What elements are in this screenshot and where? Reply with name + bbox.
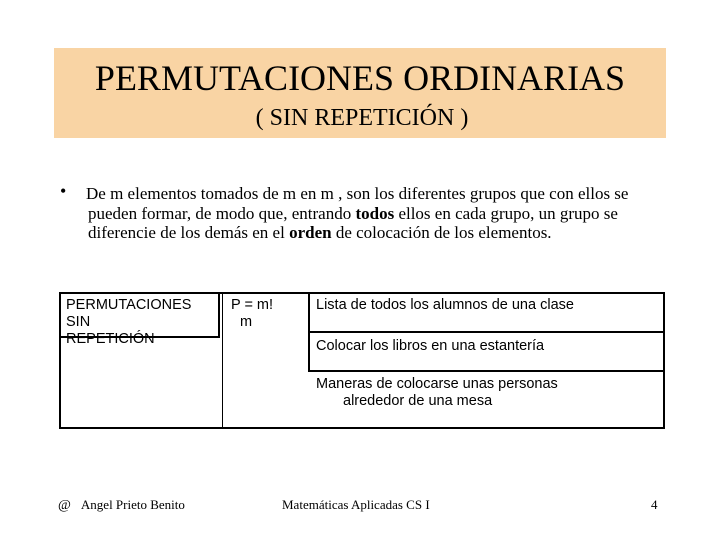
type-label-line: SIN	[66, 314, 91, 330]
footer-author	[58, 497, 185, 514]
slide-subtitle: ( SIN REPETICIÓN )	[255, 105, 469, 131]
example-item: Colocar los libros en una estantería	[316, 338, 545, 354]
example-line: alrededor de una mesa	[343, 393, 493, 409]
slide-title: PERMUTACIONES ORDINARIAS	[94, 58, 626, 98]
type-label	[66, 297, 216, 348]
example-item	[316, 376, 656, 410]
definition-text-2: ellos en cada grupo, un grupo se diferencie de los demás en el	[88, 203, 618, 243]
formula	[231, 297, 306, 331]
example-line: Maneras de colocarse unas personas	[316, 376, 558, 392]
type-label-line: PERMUTACIONES	[66, 297, 192, 313]
formula-line: P = m!	[231, 297, 274, 313]
table-divider	[308, 370, 665, 372]
definition-text-3: de colocación de los elementos.	[331, 223, 552, 243]
table-divider	[308, 331, 665, 333]
example-item: Lista de todos los alumnos de una clase	[316, 297, 574, 313]
bullet-marker: •	[60, 181, 67, 201]
at-symbol: @	[58, 498, 71, 513]
formula-subscript: m	[240, 314, 253, 330]
author-name: Angel Prieto Benito	[80, 497, 185, 512]
footer-course: Matemáticas Aplicadas CS I	[282, 497, 430, 512]
table-divider	[222, 292, 223, 429]
definition-paragraph	[88, 184, 648, 243]
definition-text-1: De m elementos tomados de m en m , son los diferentes grupos que con ellos se pueden formar, de modo que, entrando	[86, 184, 629, 223]
type-label-line: REPETICIÓN	[66, 331, 155, 347]
title-banner	[54, 48, 666, 138]
page-number: 4	[651, 497, 658, 512]
definition-bold-orden: orden	[289, 223, 332, 243]
definition-bold-todos: todos	[355, 203, 395, 223]
